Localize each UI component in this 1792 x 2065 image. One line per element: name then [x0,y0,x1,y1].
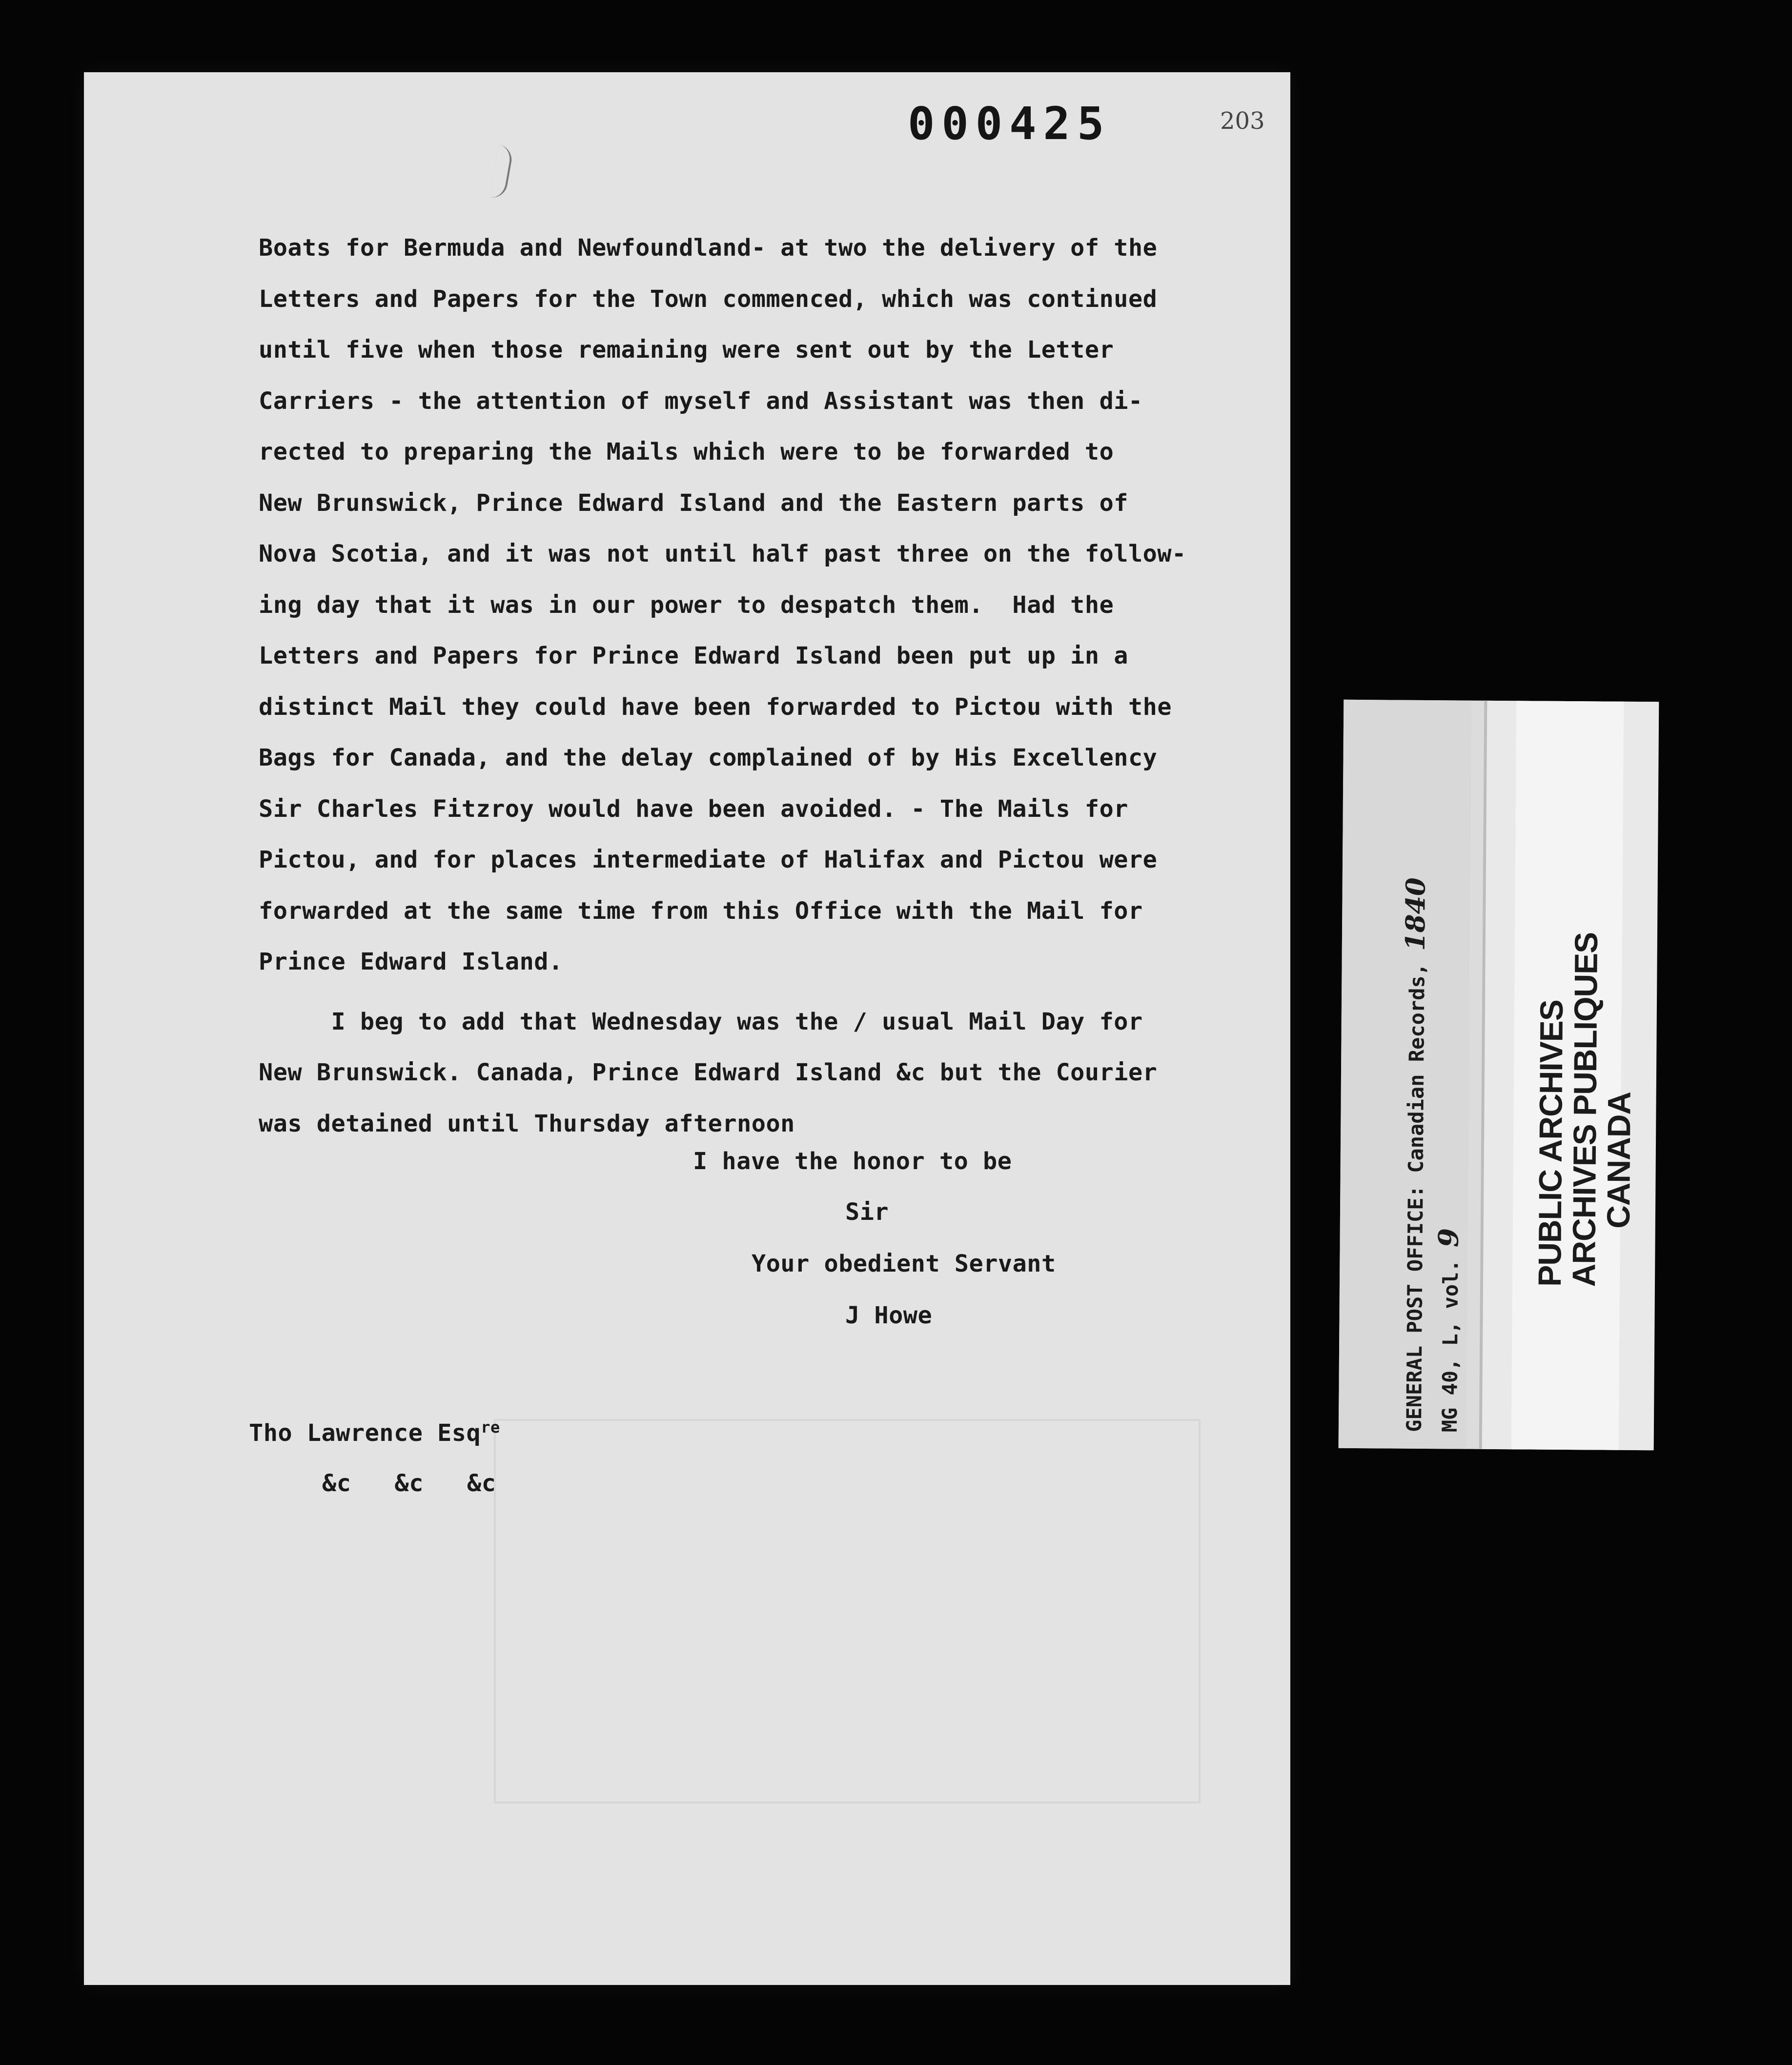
letter-line: Letters and Papers for the Town commenced, which was continued [259,285,1158,313]
closing-line-1: I have the honor to be [693,1148,1012,1175]
closing-line-3: Your obedient Servant [752,1250,1056,1277]
label-volume-line [1431,1228,1465,1433]
letter-line: Pictou, and for places intermediate of Halifax and Pictou were [259,846,1158,873]
letter-line: Nova Scotia, and it was not until half past three on the follow- [259,540,1186,567]
letter-line: rected to preparing the Mails which were to be forwarded to [259,438,1114,466]
signature: J Howe [845,1302,933,1329]
letter-line: Prince Edward Island. [259,948,563,975]
letter-line: Carriers - the attention of myself and Assistant was then di- [259,387,1143,415]
pen-mark [489,144,514,200]
letter-line: ing day that it was in our power to despatch them. Had the [259,591,1114,619]
addressee-etc: &c &c &c [322,1470,496,1497]
letter-line: Letters and Papers for Prince Edward Island been put up in a [259,642,1128,669]
letter-line: Sir Charles Fitzroy would have been avoided. - The Mails for [259,795,1128,823]
archive-stamp-line-1: PUBLIC ARCHIVES [1531,999,1570,1287]
letter-line: forwarded at the same time from this Office with the Mail for [259,897,1143,925]
addressee-suffix: re [481,1418,500,1437]
faint-bleedthrough-stamp [494,1419,1201,1803]
label-volume-handwritten: 9 [1432,1228,1465,1248]
letter-line: Bags for Canada, and the delay complained of by His Excellency [259,744,1158,771]
archive-stamp-line-3: CANADA [1600,1092,1637,1229]
letter-line: until five when those remaining were sent out by the Letter [259,336,1114,364]
letter-line: I beg to add that Wednesday was the / usual Mail Day for [259,1008,1143,1035]
label-volume-text: MG 40, L, vol. [1437,1247,1463,1433]
letter-line: Boats for Bermuda and Newfoundland- at two the delivery of the [259,234,1158,262]
folio-number: 203 [1220,107,1265,135]
label-collection-text: GENERAL POST OFFICE: Canadian Records, [1402,951,1429,1432]
archive-stamp-line-2: ARCHIVES PUBLIQUES [1565,932,1605,1287]
archive-label-card [1339,700,1656,1450]
label-collection-line [1396,877,1431,1432]
letter-line: New Brunswick, Prince Edward Island and the Eastern parts of [259,489,1128,517]
addressee-name [249,1418,500,1447]
closing-salutation: Sir [845,1198,889,1226]
letter-line: distinct Mail they could have been forwarded to Pictou with the [259,693,1172,721]
addressee-name-text: Tho Lawrence Esq [249,1419,481,1447]
letter-line: was detained until Thursday afternoon [259,1110,795,1137]
label-year-handwritten: 1840 [1399,877,1431,951]
letter-line: New Brunswick. Canada, Prince Edward Island &c but the Courier [259,1059,1158,1086]
document-number: 000425 [908,98,1111,150]
